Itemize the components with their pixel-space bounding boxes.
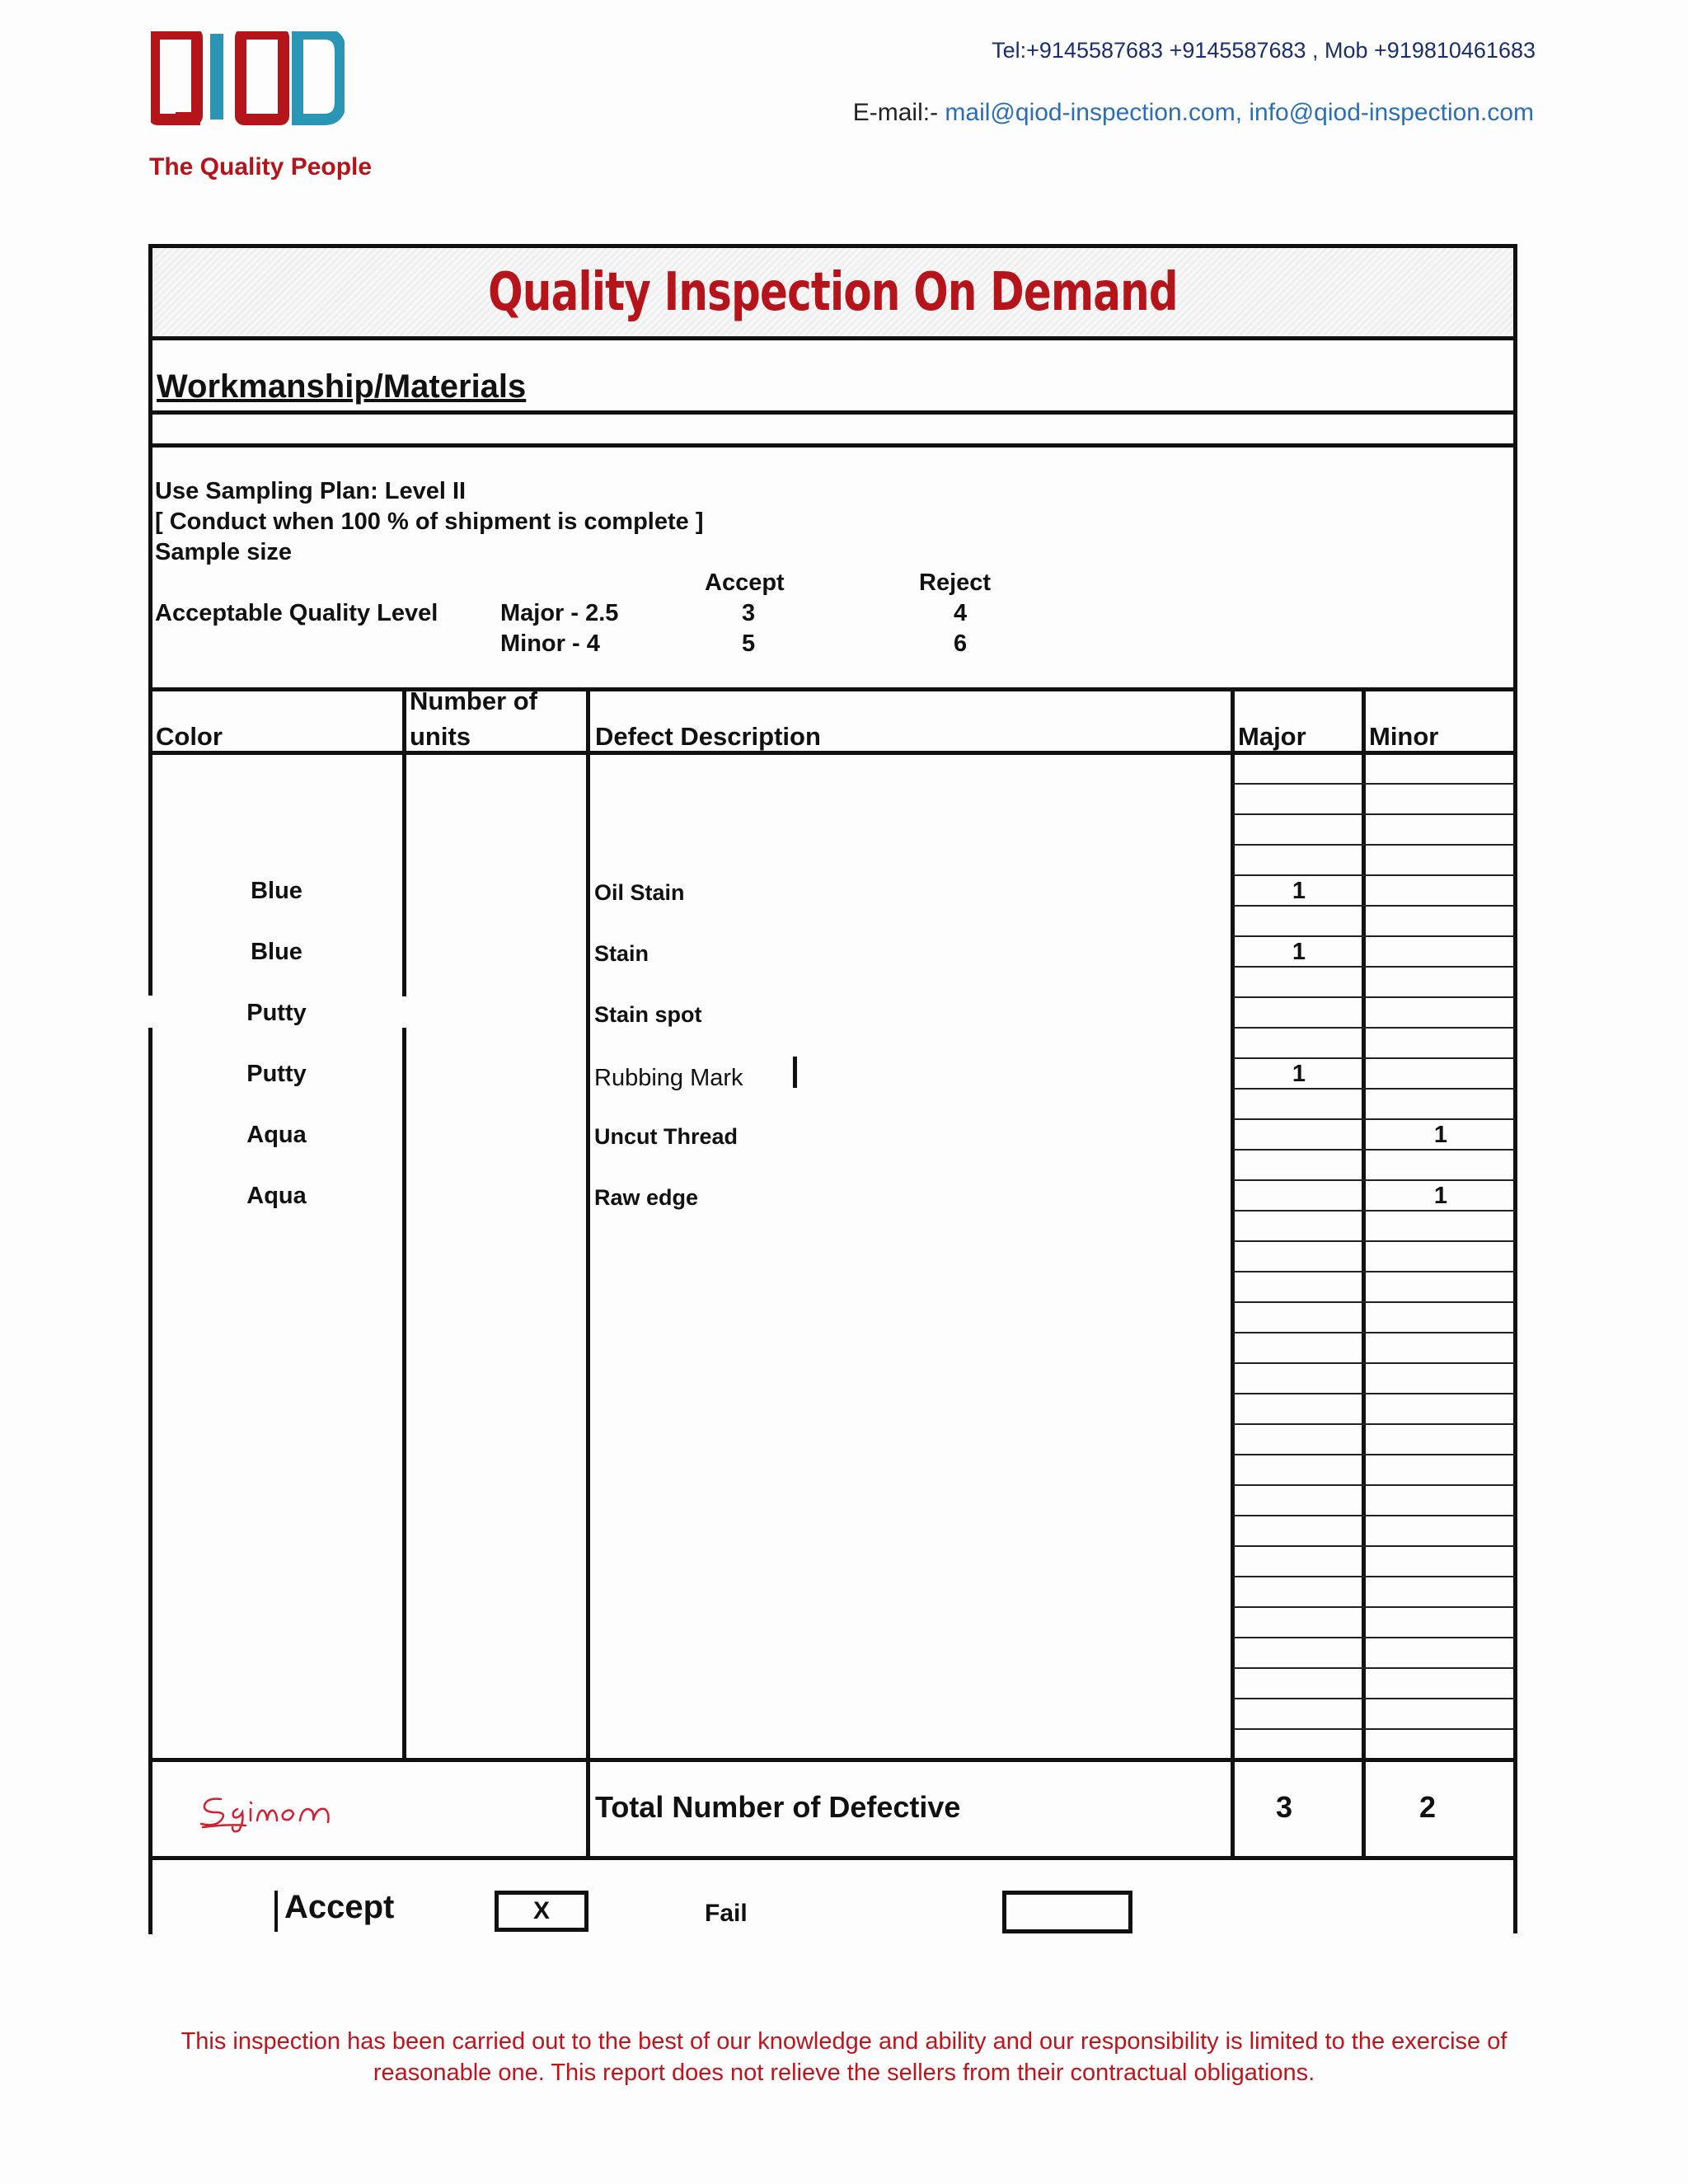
col-line-units-upper	[402, 687, 406, 996]
frame-left-upper	[148, 244, 152, 996]
tally-grid-line	[1233, 1576, 1515, 1577]
tally-grid-line	[1233, 996, 1515, 998]
row-defect: Stain spot	[594, 1002, 702, 1027]
tally-grid-line	[1233, 844, 1515, 846]
col-line-major	[1231, 687, 1235, 1858]
col-header-minor: Minor	[1369, 722, 1439, 751]
tally-grid-line	[1233, 1088, 1515, 1090]
total-minor-value: 2	[1419, 1790, 1437, 1824]
tally-grid-line	[1233, 1515, 1515, 1516]
section-heading: Workmanship/Materials	[157, 368, 527, 405]
sampling-conduct: [ Conduct when 100 % of shipment is complete ]	[155, 509, 704, 535]
inspector-signature	[196, 1784, 386, 1838]
email-prefix: E-mail:-	[852, 99, 945, 126]
tally-grid-line	[1233, 1423, 1515, 1425]
total-major-value: 3	[1276, 1790, 1293, 1824]
disclaimer: This inspection has been carried out to the best of our knowledge and ability and our responsibility is limited to the exercise of reasonable one. This report does not relieve the sellers from their contractual obligations.	[181, 2028, 1507, 2086]
fail-label: Fail	[705, 1900, 748, 1927]
aql-major-reject: 4	[954, 600, 968, 626]
tally-grid-line	[1233, 1362, 1515, 1364]
row-minor: 1	[1433, 1122, 1448, 1148]
aql-minor-label: Minor - 4	[500, 630, 600, 657]
tally-grid-line	[1233, 1118, 1515, 1120]
aql-minor-reject: 6	[954, 630, 968, 657]
accept-header: Accept	[705, 569, 785, 596]
accept-label: Accept	[284, 1889, 395, 1925]
col-line-defect	[586, 687, 590, 1858]
tally-grid-line	[1233, 1210, 1515, 1212]
divider-totals-bottom	[148, 1856, 1517, 1860]
sampling-plan: Use Sampling Plan: Level II	[155, 478, 467, 504]
contact-phone: Tel:+9145587683 +9145587683 , Mob +919810461683	[992, 38, 1536, 63]
row-color: Blue	[251, 939, 302, 965]
col-line-units-lower	[402, 1028, 406, 1760]
tally-grid-line	[1233, 1637, 1515, 1638]
qiod-logo	[151, 31, 345, 126]
row-color: Putty	[246, 1000, 307, 1026]
tally-grid-line	[1233, 1667, 1515, 1669]
accept-marker-line	[274, 1891, 278, 1932]
row-color: Aqua	[246, 1122, 307, 1148]
col-header-defect: Defect Description	[595, 722, 821, 751]
row-defect: Uncut Thread	[594, 1124, 738, 1149]
tally-grid-line	[1233, 1332, 1515, 1333]
aql-major-label: Major - 2.5	[500, 600, 619, 626]
total-defective-label: Total Number of Defective	[595, 1790, 961, 1824]
col-header-color: Color	[156, 722, 223, 751]
divider-table-top	[148, 687, 1517, 691]
tally-grid-line	[1233, 1484, 1515, 1486]
email-links[interactable]: mail@qiod-inspection.com, info@qiod-inspection.com	[945, 99, 1534, 126]
tally-grid-line	[1233, 1179, 1515, 1181]
row-color: Blue	[251, 878, 302, 904]
tally-grid-line	[1233, 1057, 1515, 1059]
reject-header: Reject	[919, 569, 992, 596]
tally-grid-line	[1233, 905, 1515, 907]
row-minor: 1	[1433, 1183, 1448, 1209]
tally-grid-line	[1233, 1271, 1515, 1272]
sample-size-label: Sample size	[155, 539, 293, 565]
divider-totals-top	[148, 1758, 1517, 1762]
row-major: 1	[1292, 1061, 1306, 1087]
tally-grid-line	[1233, 1698, 1515, 1699]
aql-minor-accept: 5	[742, 630, 756, 657]
col-header-units-1: Number of	[410, 687, 537, 715]
row-color: Putty	[246, 1061, 307, 1087]
tally-grid-line	[1233, 813, 1515, 815]
tagline: The Quality People	[149, 153, 373, 180]
frame-left-lower	[148, 1028, 152, 1934]
row-major: 1	[1292, 939, 1306, 965]
col-header-major: Major	[1238, 722, 1306, 751]
tally-grid-line	[1233, 1454, 1515, 1455]
tally-grid-line	[1233, 1545, 1515, 1547]
divider-title	[148, 336, 1517, 340]
tally-grid-line	[1233, 1240, 1515, 1242]
row-color: Aqua	[246, 1183, 307, 1209]
contact-email	[853, 99, 1534, 127]
tally-grid-line	[1233, 1606, 1515, 1608]
page-title: Quality Inspection On Demand	[488, 262, 1178, 323]
tally-grid-line	[1233, 935, 1515, 937]
text-cursor	[793, 1057, 797, 1088]
tally-grid-line	[1233, 966, 1515, 968]
tally-grid-line	[1233, 783, 1515, 785]
col-line-minor	[1362, 687, 1366, 1858]
aql-label: Acceptable Quality Level	[155, 600, 438, 626]
aql-major-accept: 3	[742, 600, 756, 626]
tally-grid-line	[1233, 1393, 1515, 1394]
row-defect: Oil Stain	[594, 880, 685, 905]
tally-grid-line	[1233, 1728, 1515, 1730]
fail-checkbox[interactable]	[1002, 1891, 1132, 1933]
divider-sampling	[148, 443, 1517, 448]
accept-checkbox[interactable]: X	[495, 1891, 588, 1932]
row-defect: Rubbing Mark	[594, 1065, 743, 1091]
row-defect: Raw edge	[594, 1185, 699, 1210]
row-defect: Stain	[594, 941, 649, 966]
tally-grid-line	[1233, 874, 1515, 876]
divider-section	[148, 410, 1517, 415]
divider-header	[148, 751, 1517, 755]
tally-grid-line	[1233, 1301, 1515, 1303]
tally-grid-line	[1233, 1149, 1515, 1151]
col-header-units-2: units	[410, 722, 471, 751]
row-major: 1	[1292, 878, 1306, 904]
frame-top	[148, 244, 1517, 248]
tally-grid-line	[1233, 1027, 1515, 1029]
